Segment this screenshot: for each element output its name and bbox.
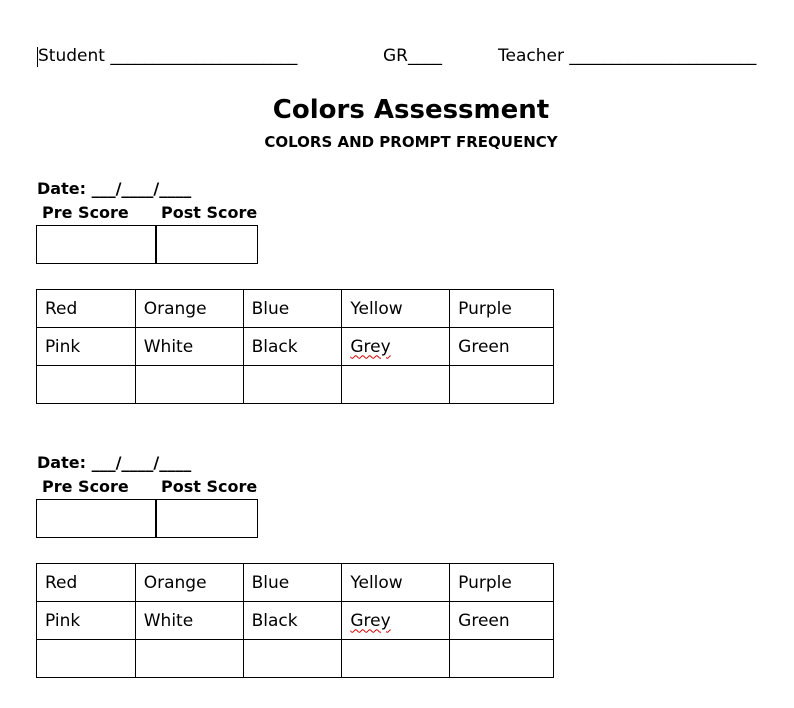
color-cell [342, 328, 450, 366]
color-cell: Orange [135, 564, 243, 602]
table-row [37, 290, 554, 328]
color-cell: Purple [450, 564, 554, 602]
student-label: Student [38, 46, 105, 66]
color-cell: Pink [37, 328, 136, 366]
response-cell[interactable] [450, 640, 554, 678]
response-cell[interactable] [243, 366, 342, 404]
colors-table [36, 563, 554, 678]
post-score-label: Post Score [161, 203, 258, 222]
pre-score-box[interactable] [36, 225, 157, 264]
teacher-blank[interactable]: ______________________ [569, 46, 757, 66]
color-cell: Green [450, 602, 554, 640]
student-field[interactable] [38, 45, 297, 67]
response-cell[interactable] [135, 640, 243, 678]
table-row [37, 602, 554, 640]
response-cell[interactable] [135, 366, 243, 404]
grade-label: GR [383, 46, 408, 66]
pre-score-label: Pre Score [42, 203, 129, 222]
post-score-box[interactable] [155, 225, 258, 264]
response-cell[interactable] [243, 640, 342, 678]
response-cell[interactable] [342, 640, 450, 678]
color-cell [342, 602, 450, 640]
color-cell: Blue [243, 564, 342, 602]
color-cell: Yellow [342, 564, 450, 602]
color-cell: Orange [135, 290, 243, 328]
color-cell: Black [243, 328, 342, 366]
table-row [37, 366, 554, 404]
color-cell: Purple [450, 290, 554, 328]
color-cell: Red [37, 564, 136, 602]
color-cell: Pink [37, 602, 136, 640]
date-label: Date: [37, 453, 86, 472]
table-row [37, 328, 554, 366]
color-cell: Black [243, 602, 342, 640]
response-cell[interactable] [37, 640, 136, 678]
response-cell[interactable] [342, 366, 450, 404]
color-cell: Yellow [342, 290, 450, 328]
teacher-field[interactable] [498, 45, 756, 67]
date-blank[interactable]: ___/____/____ [91, 453, 192, 472]
post-score-label: Post Score [161, 477, 258, 496]
misspelled-word[interactable]: Grey [350, 610, 391, 631]
date-line[interactable] [37, 453, 191, 473]
color-cell: White [135, 602, 243, 640]
pre-score-box[interactable] [36, 499, 157, 538]
response-cell[interactable] [450, 366, 554, 404]
date-line[interactable] [37, 179, 191, 199]
student-blank[interactable]: ______________________ [110, 46, 298, 66]
color-cell: Red [37, 290, 136, 328]
post-score-box[interactable] [155, 499, 258, 538]
date-label: Date: [37, 179, 86, 198]
color-cell: Blue [243, 290, 342, 328]
grade-field[interactable] [383, 45, 442, 67]
color-cell: Green [450, 328, 554, 366]
response-cell[interactable] [37, 366, 136, 404]
date-blank[interactable]: ___/____/____ [91, 179, 192, 198]
table-row [37, 640, 554, 678]
page-title: Colors Assessment [272, 95, 550, 125]
page-subtitle: COLORS AND PROMPT FREQUENCY [264, 133, 558, 151]
table-row [37, 564, 554, 602]
grade-blank[interactable]: ____ [408, 46, 442, 66]
teacher-label: Teacher [498, 46, 564, 66]
pre-score-label: Pre Score [42, 477, 129, 496]
color-cell: White [135, 328, 243, 366]
colors-table [36, 289, 554, 404]
misspelled-word[interactable]: Grey [350, 336, 391, 357]
